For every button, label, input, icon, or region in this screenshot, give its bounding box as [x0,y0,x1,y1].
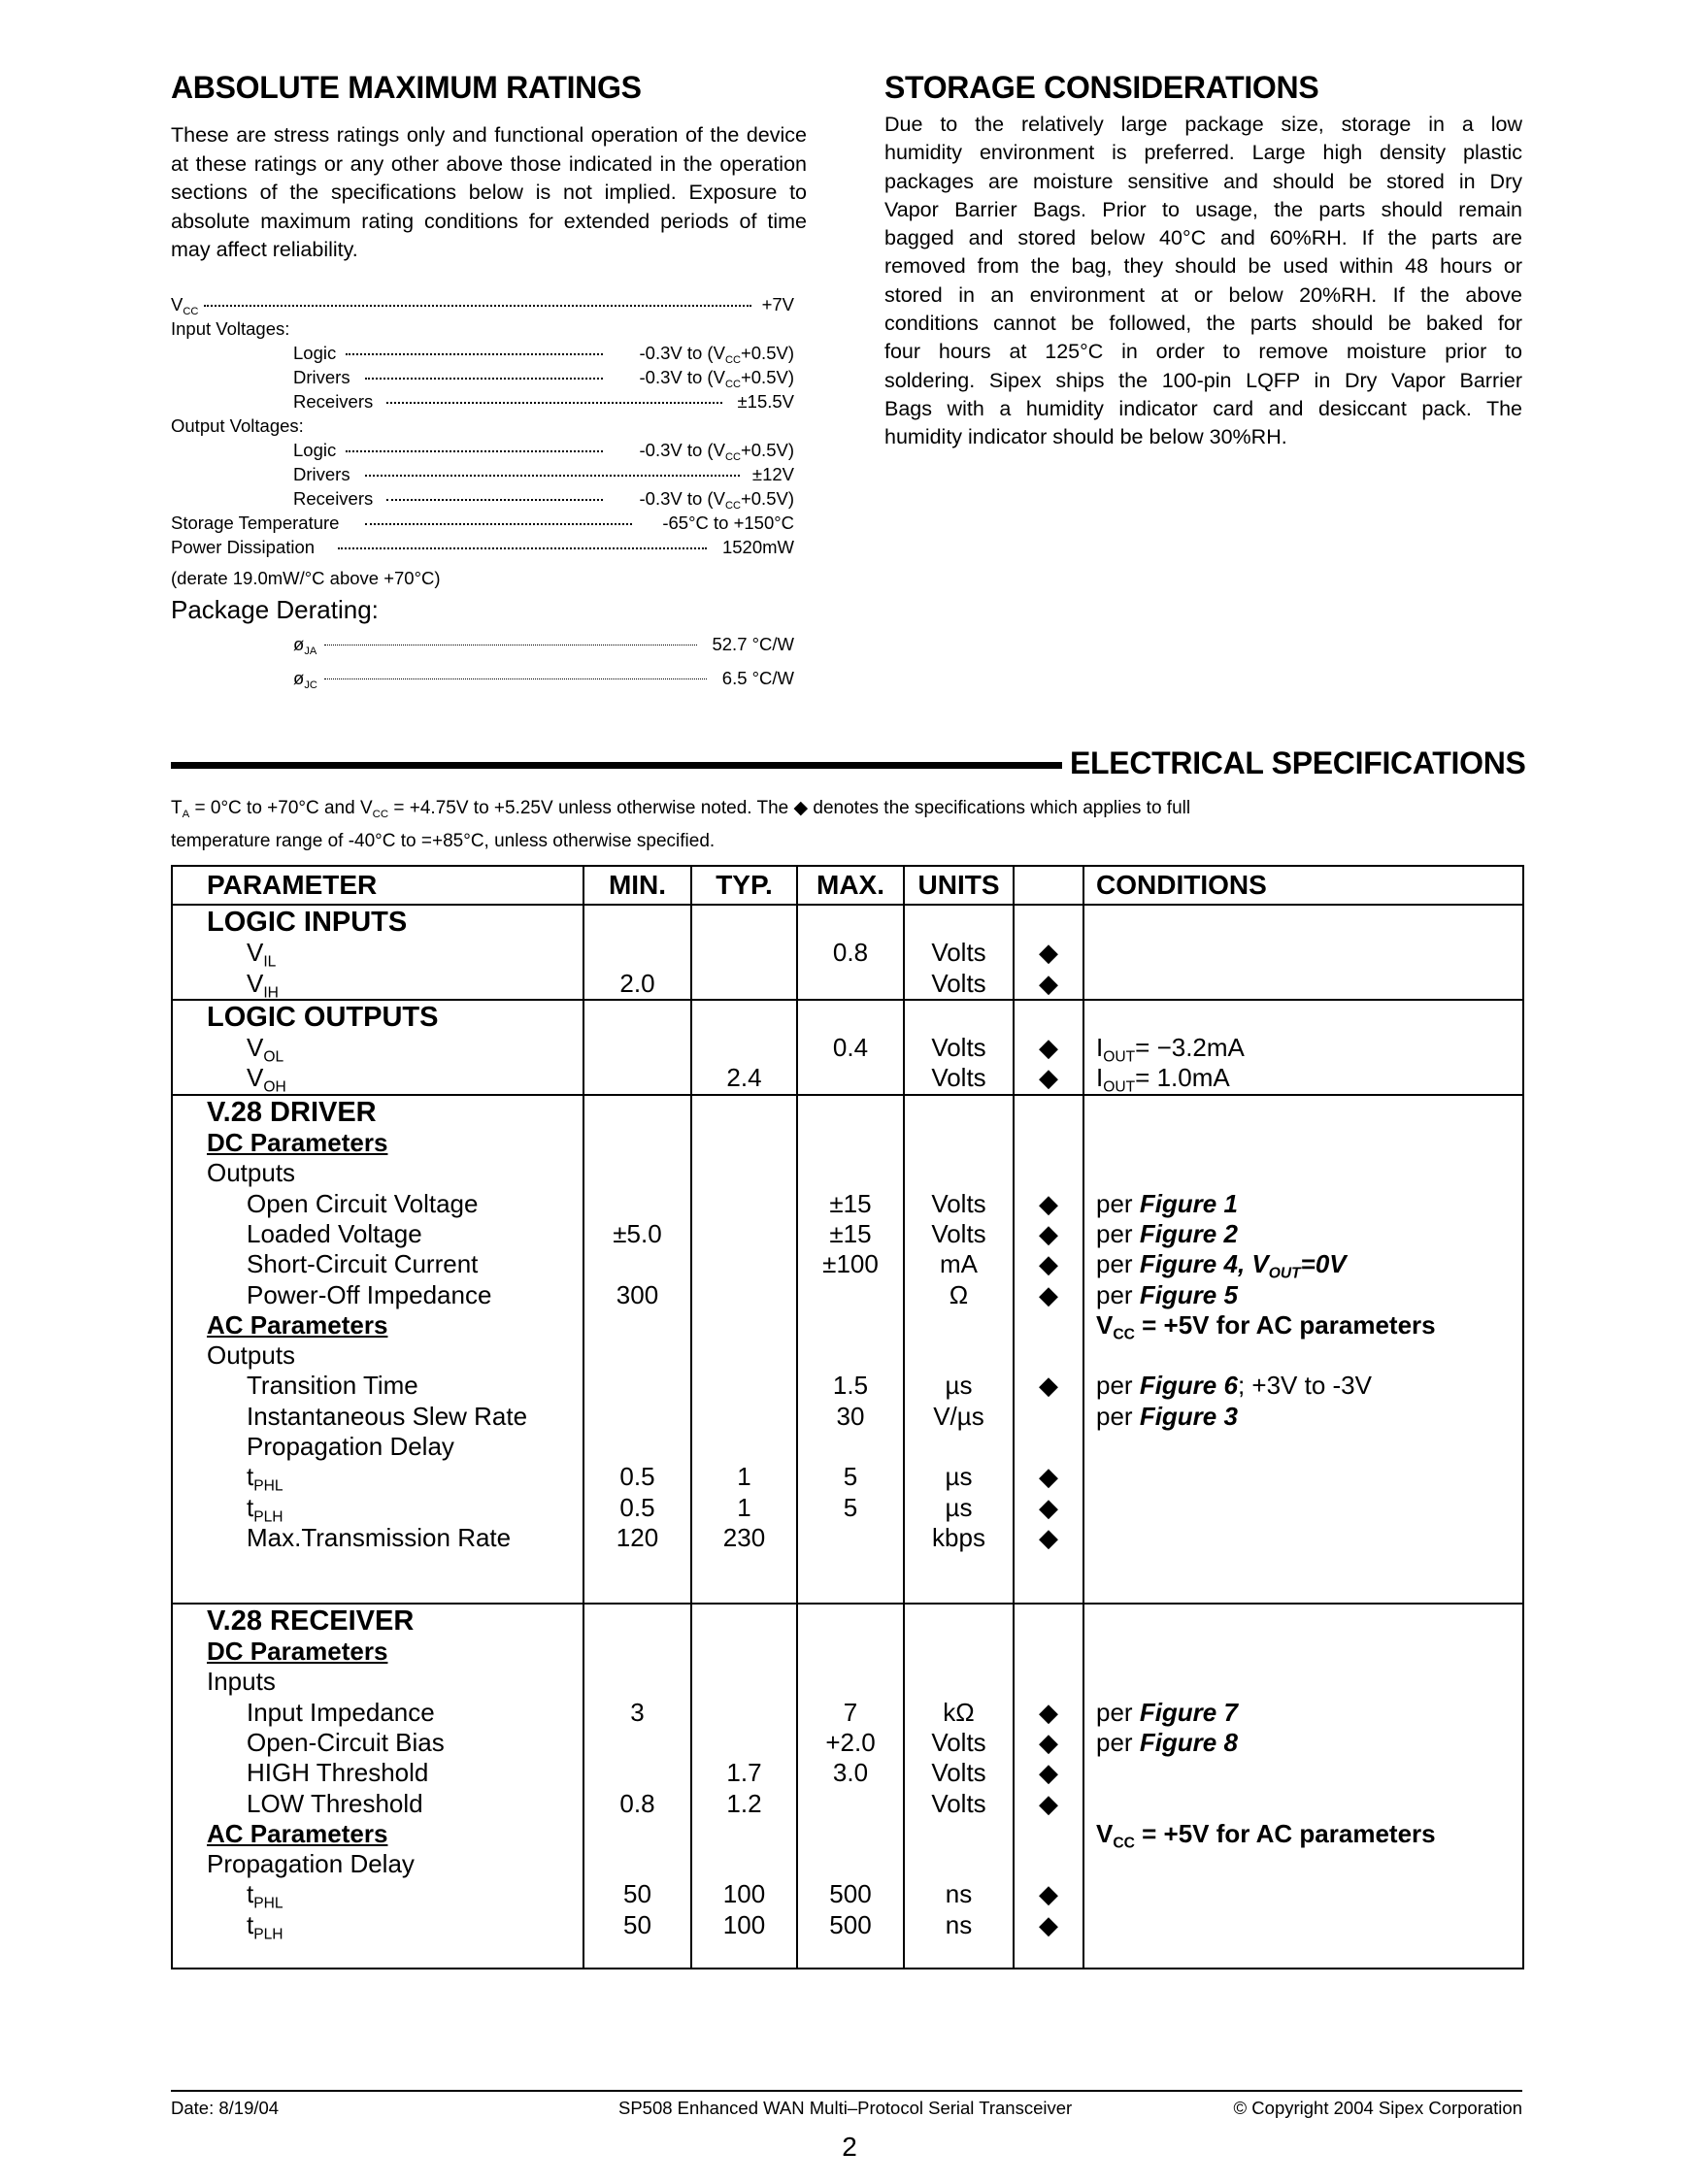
tphl-typ: 100 [722,1879,766,1909]
amr-intro: These are stress ratings only and functional operation of the device at these ratings or any other above those indicated in the operation sections of the specifications below is not implied. Exposure to absolute maximum rating conditions for extended periods of time may affect reliability. [171,123,807,261]
isr-max: 30 [836,1401,865,1431]
vol-units: Volts [931,1033,986,1063]
ocb-condition: per Figure 8 [1096,1727,1238,1757]
voh-condition: $I_{OUT}= 1.0mA$ [1096,1063,1230,1096]
mtr-typ: 230 [722,1522,766,1552]
col-conditions: CONDITIONS [1083,866,1523,905]
col-min: MIN. [583,866,691,905]
mtr-min: 120 [616,1522,659,1552]
footer-date: Date: 8/19/04 [171,2098,280,2118]
rating-out-logic: Logic -0.3V to $(V_{CC}+0.5V)$ [293,440,794,463]
elec-note-line2: temperature range of -40°C to =+85°C, unless otherwise specified. [171,831,716,851]
input-voltages-label: Input Voltages: [171,318,290,339]
rating-theta-jc: $ø_{JC}$ 6.5 °C/W [293,668,794,691]
param-max-transmission-rate: Max.Transmission Rate [247,1522,512,1552]
lv-condition: per Figure 2 [1096,1218,1238,1248]
section-title: LOGIC OUTPUTS [207,1001,439,1033]
diamond-icon: ◆ [1039,938,1058,968]
voh-units: Volts [931,1063,986,1093]
elec-title: ELECTRICAL SPECIFICATIONS [1070,745,1526,780]
tplh-units: µs [945,1492,973,1522]
diamond-icon: ◆ [1039,1063,1058,1093]
isr-condition: per Figure 3 [1096,1401,1238,1431]
rating-storage-temp: Storage Temperature -65°C to +150°C [171,513,794,533]
section-title: V.28 RECEIVER [207,1605,415,1637]
ocb-units: Volts [931,1727,986,1757]
vih-min: 2.0 [619,968,655,998]
outputs-label: Outputs [207,1158,296,1188]
rating-power: Power Dissipation 1520mW [171,537,794,557]
rating-vcc: $V_{CC}$ +7V [171,294,794,317]
rating-theta-ja: $ø_{JA}$ 52.7 °C/W [293,634,794,657]
section-rule [171,762,1062,769]
poi-units: Ω [949,1279,969,1309]
section-title: V.28 DRIVER [207,1096,377,1128]
storage-line: bagged and stored below 40°C and 60%RH. If the parts are [884,226,1522,250]
tplh-typ: 1 [737,1492,751,1522]
dc-parameters-heading: DC Parameters [207,1637,388,1667]
ocv-max: ±15 [829,1188,872,1218]
diamond-icon: ◆ [1039,1522,1058,1552]
tt-units: µs [945,1371,973,1401]
ht-units: Volts [931,1758,986,1788]
isr-units: V/µs [933,1401,984,1431]
tplh-max: 500 [829,1909,872,1939]
param-propagation-delay: Propagation Delay [247,1432,454,1462]
ocv-units: Volts [931,1188,986,1218]
param-vol: $V_{OL}$ [247,1033,284,1066]
diamond-icon: ◆ [1039,1758,1058,1788]
storage-line: conditions cannot be followed, the parts should be baked for [884,312,1522,336]
col-diamond [1014,866,1083,905]
tplh-min: 0.5 [619,1492,655,1522]
section-logic-inputs [172,905,1523,1000]
storage-line: four hours at 125°C in order to remove moisture prior to [884,340,1522,364]
lt-min: 0.8 [619,1788,655,1818]
param-voh: $V_{OH}$ [247,1063,286,1096]
mtr-units: kbps [932,1522,985,1552]
tphl-typ: 1 [737,1462,751,1492]
diamond-icon: ◆ [1039,1279,1058,1309]
tplh-units: ns [945,1909,973,1939]
lt-units: Volts [931,1788,986,1818]
section-v28-driver [172,1095,1523,1604]
storage-title: STORAGE CONSIDERATIONS [884,70,1319,105]
ii-units: kΩ [943,1697,975,1727]
footer-copyright: © Copyright 2004 Sipex Corporation [1233,2098,1522,2118]
diamond-icon: ◆ [1039,1033,1058,1063]
tt-max: 1.5 [832,1371,869,1401]
param-low-threshold: LOW Threshold [247,1788,423,1818]
page-number: 2 [842,2132,857,2162]
outputs-label: Outputs [207,1340,296,1371]
inputs-label: Inputs [207,1667,276,1697]
package-derating-label: Package Derating: [171,595,379,624]
rating-in-drivers: Drivers -0.3V to $(V_{CC}+0.5V)$ [293,367,794,390]
vol-condition: $I_{OUT}= -3.2mA$ [1096,1033,1245,1066]
ii-min: 3 [630,1697,645,1727]
tphl-min: 0.5 [619,1462,655,1492]
ac-condition: $V_{CC} = +5V$ for AC parameters [1096,1818,1436,1852]
rating-in-logic: Logic -0.3V to $(V_{CC}+0.5V)$ [293,343,794,366]
ht-typ: 1.7 [726,1758,762,1788]
dc-parameters-heading: DC Parameters [207,1128,388,1158]
tplh-min: 50 [623,1909,651,1939]
vol-max: 0.4 [832,1033,869,1063]
poi-condition: per Figure 5 [1096,1279,1238,1309]
vil-max: 0.8 [832,938,869,968]
table-header [172,866,1523,905]
footer-rule [171,2090,1522,2092]
col-units: UNITS [904,866,1014,905]
diamond-icon: ◆ [1039,1188,1058,1218]
storage-line: Due to the relatively large package size, storage in a low [884,113,1522,136]
storage-line: Vapor Barrier Bags. Prior to usage, the parts should remain [884,197,1522,221]
col-max: MAX. [797,866,904,905]
param-slew-rate: Instantaneous Slew Rate [247,1401,528,1431]
tt-condition: per Figure 6; +3V to -3V [1096,1371,1372,1401]
poi-min: 300 [616,1279,659,1309]
tphl-min: 50 [623,1879,651,1909]
ocb-max: +2.0 [825,1727,876,1757]
output-voltages-label: Output Voltages: [171,415,304,436]
diamond-icon: ◆ [1039,1249,1058,1279]
section-logic-outputs [172,1000,1523,1095]
diamond-icon: ◆ [1039,1879,1058,1909]
diamond-icon: ◆ [1039,1492,1058,1522]
rating-out-drivers: Drivers ±12V [293,464,794,484]
diamond-icon: ◆ [1039,1462,1058,1492]
section-title: LOGIC INPUTS [207,907,408,938]
voh-typ: 2.4 [726,1063,762,1093]
tphl-max: 500 [829,1879,872,1909]
amr-title: ABSOLUTE MAXIMUM RATINGS [171,70,642,105]
param-open-circuit-voltage: Open Circuit Voltage [247,1188,479,1218]
storage-line: stored in an environment at or below 20%RH. If the above [884,282,1522,307]
param-tplh: $t_{PLH}$ [247,1492,283,1526]
param-vih: $V_{IH}$ [247,968,279,1002]
lv-min: ±5.0 [613,1218,662,1248]
scc-condition: per Figure 4, $V_{OUT}=0V$ [1096,1249,1347,1282]
diamond-icon: ◆ [1039,968,1058,998]
scc-units: mA [940,1249,978,1279]
storage-line: humidity indicator should be below 30%RH. [884,425,1287,449]
lv-units: Volts [931,1218,986,1248]
lt-typ: 1.2 [726,1788,762,1818]
param-loaded-voltage: Loaded Voltage [247,1218,422,1248]
param-tphl: $t_{PHL}$ [247,1879,283,1912]
diamond-icon: ◆ [1039,1788,1058,1818]
storage-line: Bags with a humidity indicator card and desiccant pack. The [884,396,1522,420]
storage-line: humidity environment is preferred. Large high density plastic [884,141,1522,165]
param-power-off-impedance: Power-Off Impedance [247,1279,492,1309]
tphl-units: µs [945,1462,973,1492]
diamond-icon: ◆ [1039,1727,1058,1757]
scc-max: ±100 [822,1249,879,1279]
storage-body [884,111,1522,452]
ac-condition: $V_{CC} = +5V$ for AC parameters [1096,1309,1436,1343]
ht-max: 3.0 [832,1758,869,1788]
rating-in-receivers: Receivers ±15.5V [293,391,794,412]
ac-parameters-heading: AC Parameters [207,1309,388,1340]
param-high-threshold: HIGH Threshold [247,1758,429,1788]
lv-max: ±15 [829,1218,872,1248]
tphl-max: 5 [843,1462,858,1492]
param-vil: $V_{IL}$ [247,938,277,971]
vih-units: Volts [931,968,986,998]
vil-units: Volts [931,938,986,968]
param-input-impedance: Input Impedance [247,1697,435,1727]
diamond-icon: ◆ [1039,1697,1058,1727]
diamond-icon: ◆ [1039,1371,1058,1401]
elec-note-line1: $T_A = 0^\circ C$ to +70°C and $V_{CC} = +4.75V$ to +5.25V unless otherwise noted. The ◆ denotes the specifications which applies to full [171,798,1191,820]
storage-line: soldering. Sipex ships the 100-pin LQFP in Dry Vapor Barrier [884,368,1522,392]
col-typ: TYP. [691,866,797,905]
storage-line: removed from the bag, they should be used within 48 hours or [884,254,1522,279]
ii-condition: per Figure 7 [1096,1697,1238,1727]
derate-note: (derate 19.0mW/°C above +70°C) [171,568,441,588]
section-v28-receiver [172,1604,1523,1969]
tplh-max: 5 [843,1492,858,1522]
param-propagation-delay: Propagation Delay [207,1849,415,1879]
diamond-icon: ◆ [1039,1218,1058,1248]
diamond-icon: ◆ [1039,1909,1058,1939]
spec-table [171,865,1524,1969]
param-tplh: $t_{PLH}$ [247,1909,283,1943]
tphl-units: ns [945,1879,973,1909]
param-tphl: $t_{PHL}$ [247,1462,283,1495]
param-open-circuit-bias: Open-Circuit Bias [247,1727,445,1757]
tplh-typ: 100 [722,1909,766,1939]
rating-out-receivers: Receivers -0.3V to $(V_{CC}+0.5V)$ [293,488,794,512]
col-parameter: PARAMETER [172,866,583,905]
ac-parameters-heading: AC Parameters [207,1818,388,1848]
ii-max: 7 [843,1697,858,1727]
storage-line: packages are moisture sensitive and should be stored in Dry [884,169,1522,193]
footer-product: SP508 Enhanced WAN Multi–Protocol Serial Transceiver [618,2098,1073,2118]
param-transition-time: Transition Time [247,1371,418,1401]
param-short-circuit-current: Short-Circuit Current [247,1249,479,1279]
ocv-condition: per Figure 1 [1096,1188,1238,1218]
